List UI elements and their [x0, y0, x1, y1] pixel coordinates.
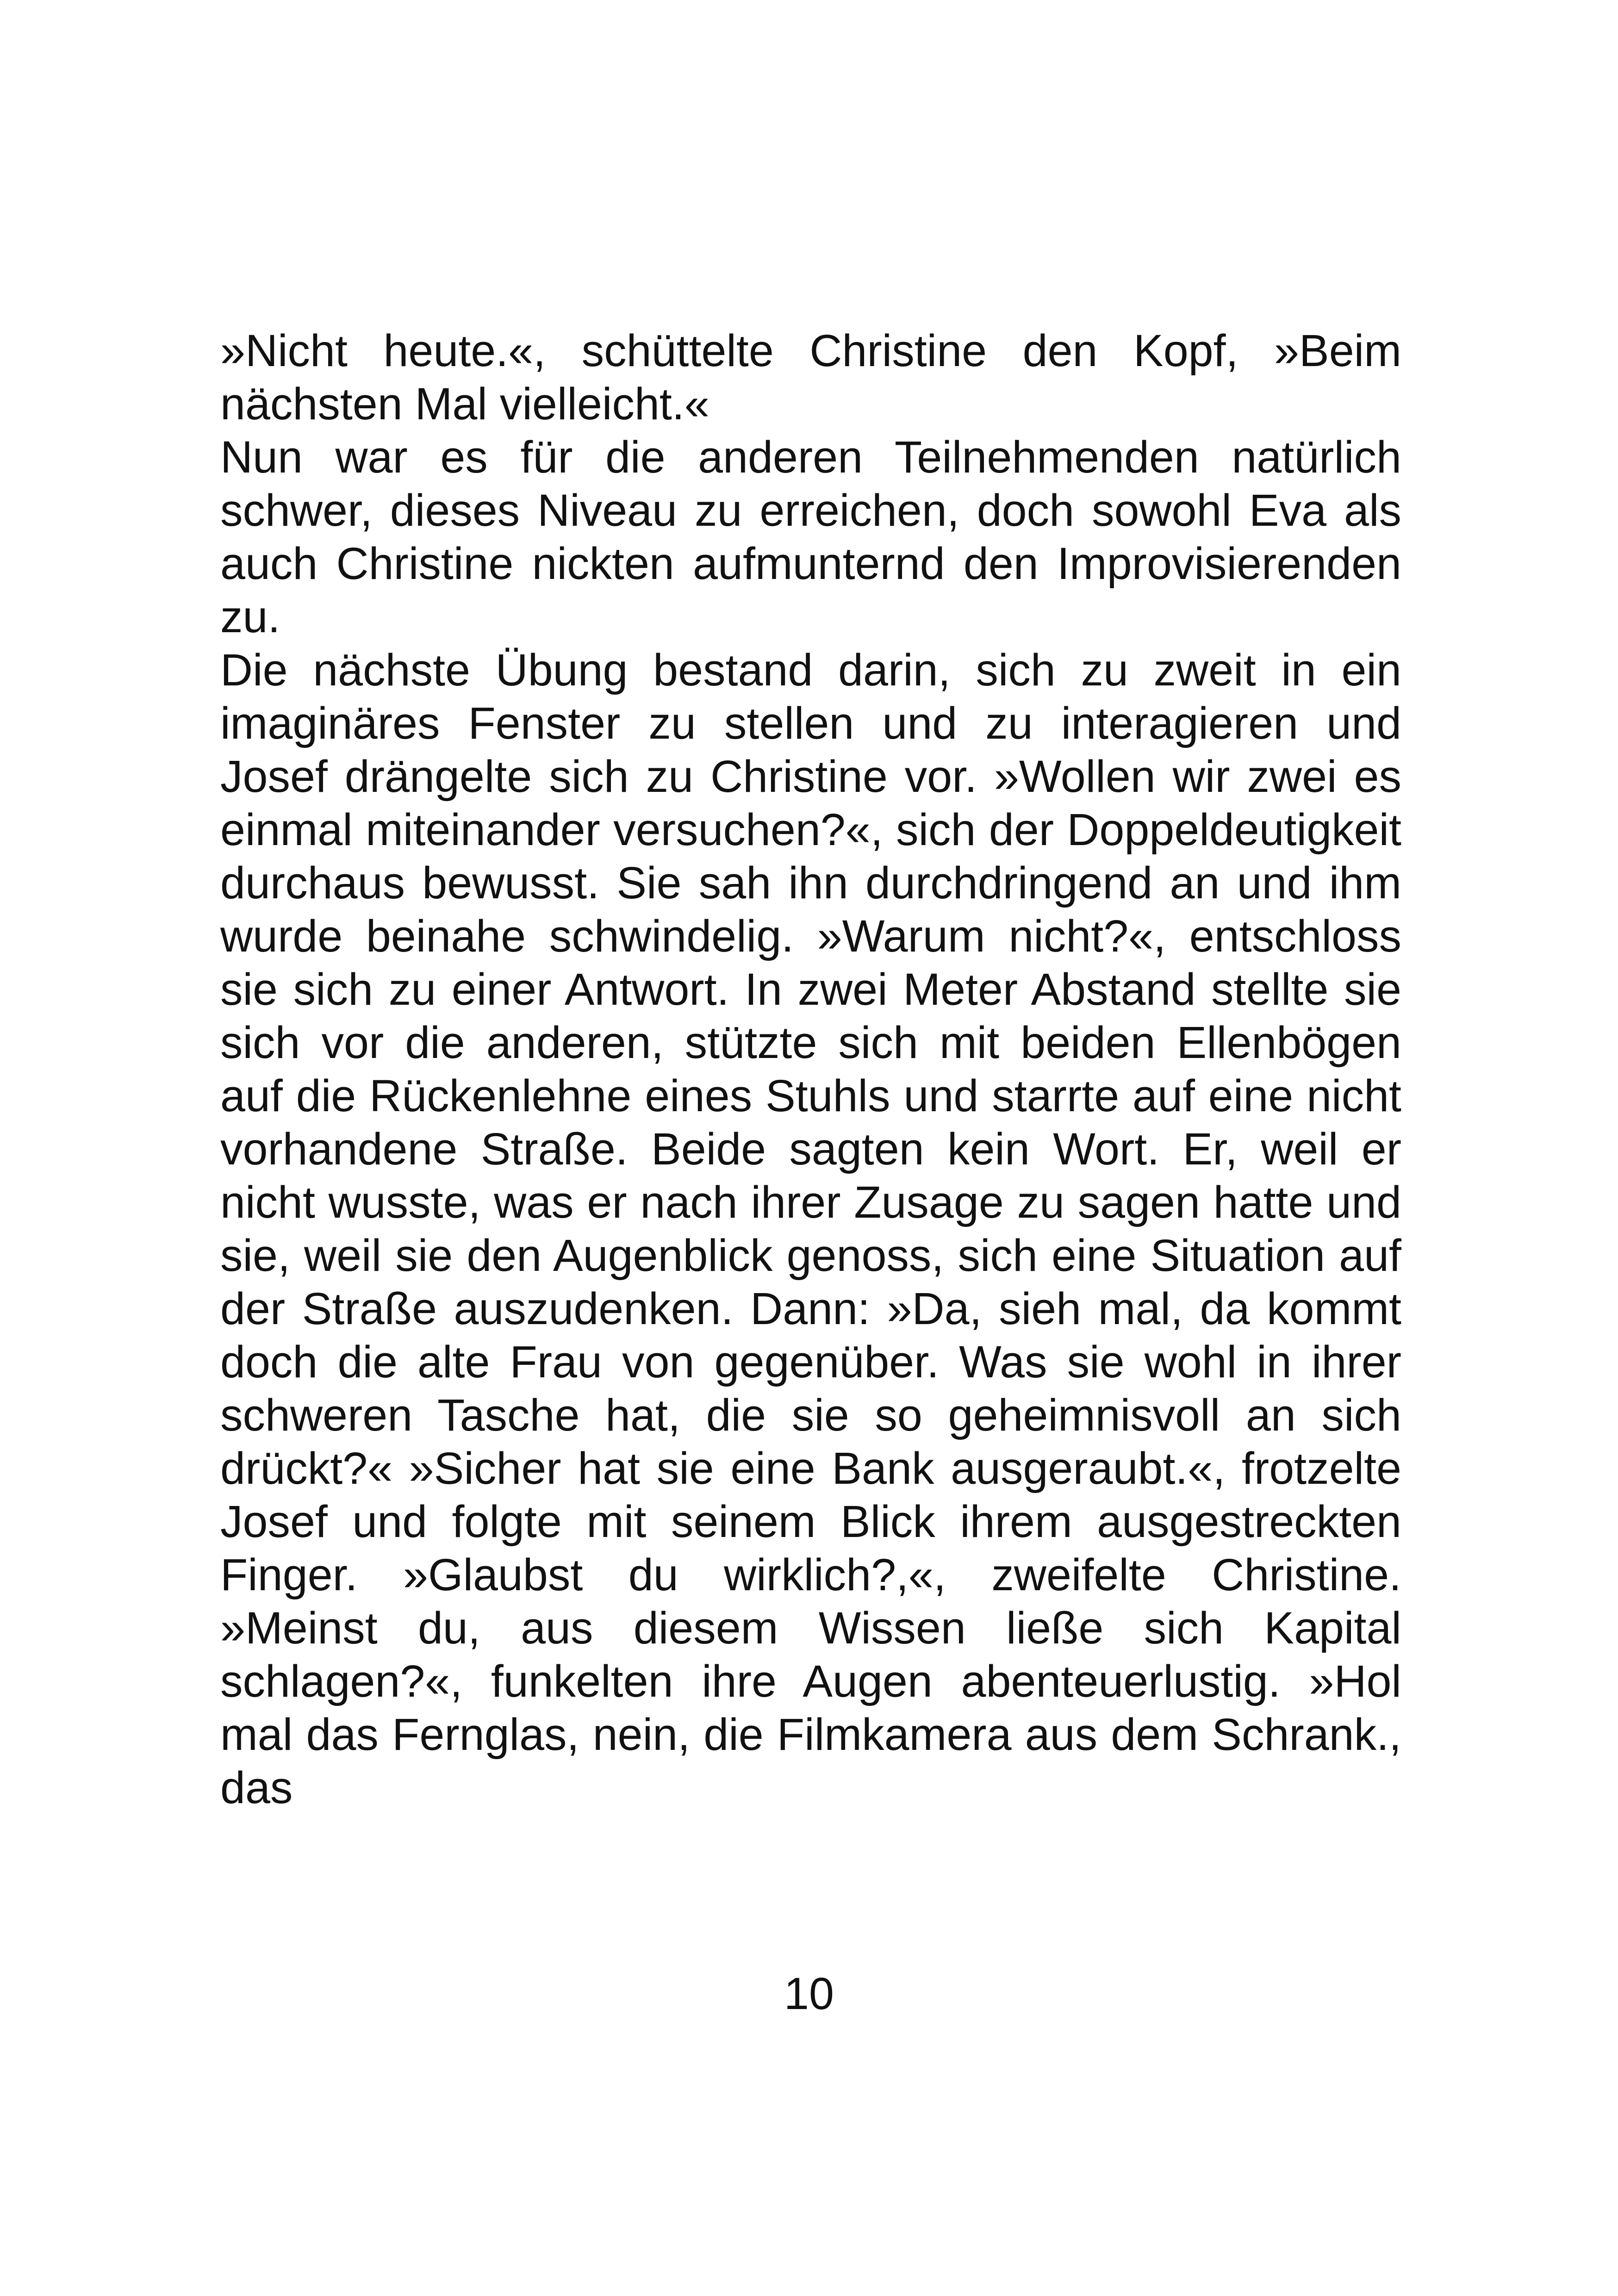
paragraph: Nun war es für die anderen Teilnehmenden natürlich schwer, dieses Niveau zu erreichen, doch sowohl Eva als auch Christine nickten aufmunternd den Improvisierenden zu.: [220, 432, 1401, 642]
paragraph: Die nächste Übung bestand darin, sich zu zweit in ein imaginäres Fenster zu stellen und zu interagieren und Josef drängelte sich zu Christine vor. »Wollen wir zwei es einmal miteinander versuchen?«, sich der Doppeldeutigkeit durchaus bewusst. Sie sah ihn durchdringend an und ihm wurde beinahe schwindelig. »Warum nicht?«, entschloss sie sich zu einer Antwort. In zwei Meter Abstand stellte sie sich vor die anderen, stützte sich mit beiden Ellenbögen auf die Rückenlehne eines Stuhls und starrte auf eine nicht vorhandene Straße. Beide sagten kein Wort. Er, weil er nicht wusste, was er nach ihrer Zusage zu sagen hatte und sie, weil sie den Augenblick genoss, sich eine Situation auf der Straße auszudenken. Dann: »Da, sieh mal, da kommt doch die alte Frau von gegenüber. Was sie wohl in ihrer schweren Tasche hat, die sie so geheimnisvoll an sich drückt?« »Sicher hat sie eine Bank ausgeraubt.«, frotzelte Josef und folgte mit seinem Blick ihrem ausgestreckten Finger. »Glaubst du wirklich?,«, zweifelte Christine. »Meinst du, aus diesem Wissen ließe sich Kapital schlagen?«, funkelten ihre Augen abenteuerlustig. »Hol mal das Fernglas, nein, die Filmkamera aus dem Schrank., das: [220, 645, 1401, 1813]
paragraph: »Nicht heute.«, schüttelte Christine den Kopf, »Beim nächsten Mal vielleicht.«: [220, 325, 1401, 429]
page-number: 10: [784, 1968, 834, 2019]
body-text: [220, 324, 1401, 1814]
